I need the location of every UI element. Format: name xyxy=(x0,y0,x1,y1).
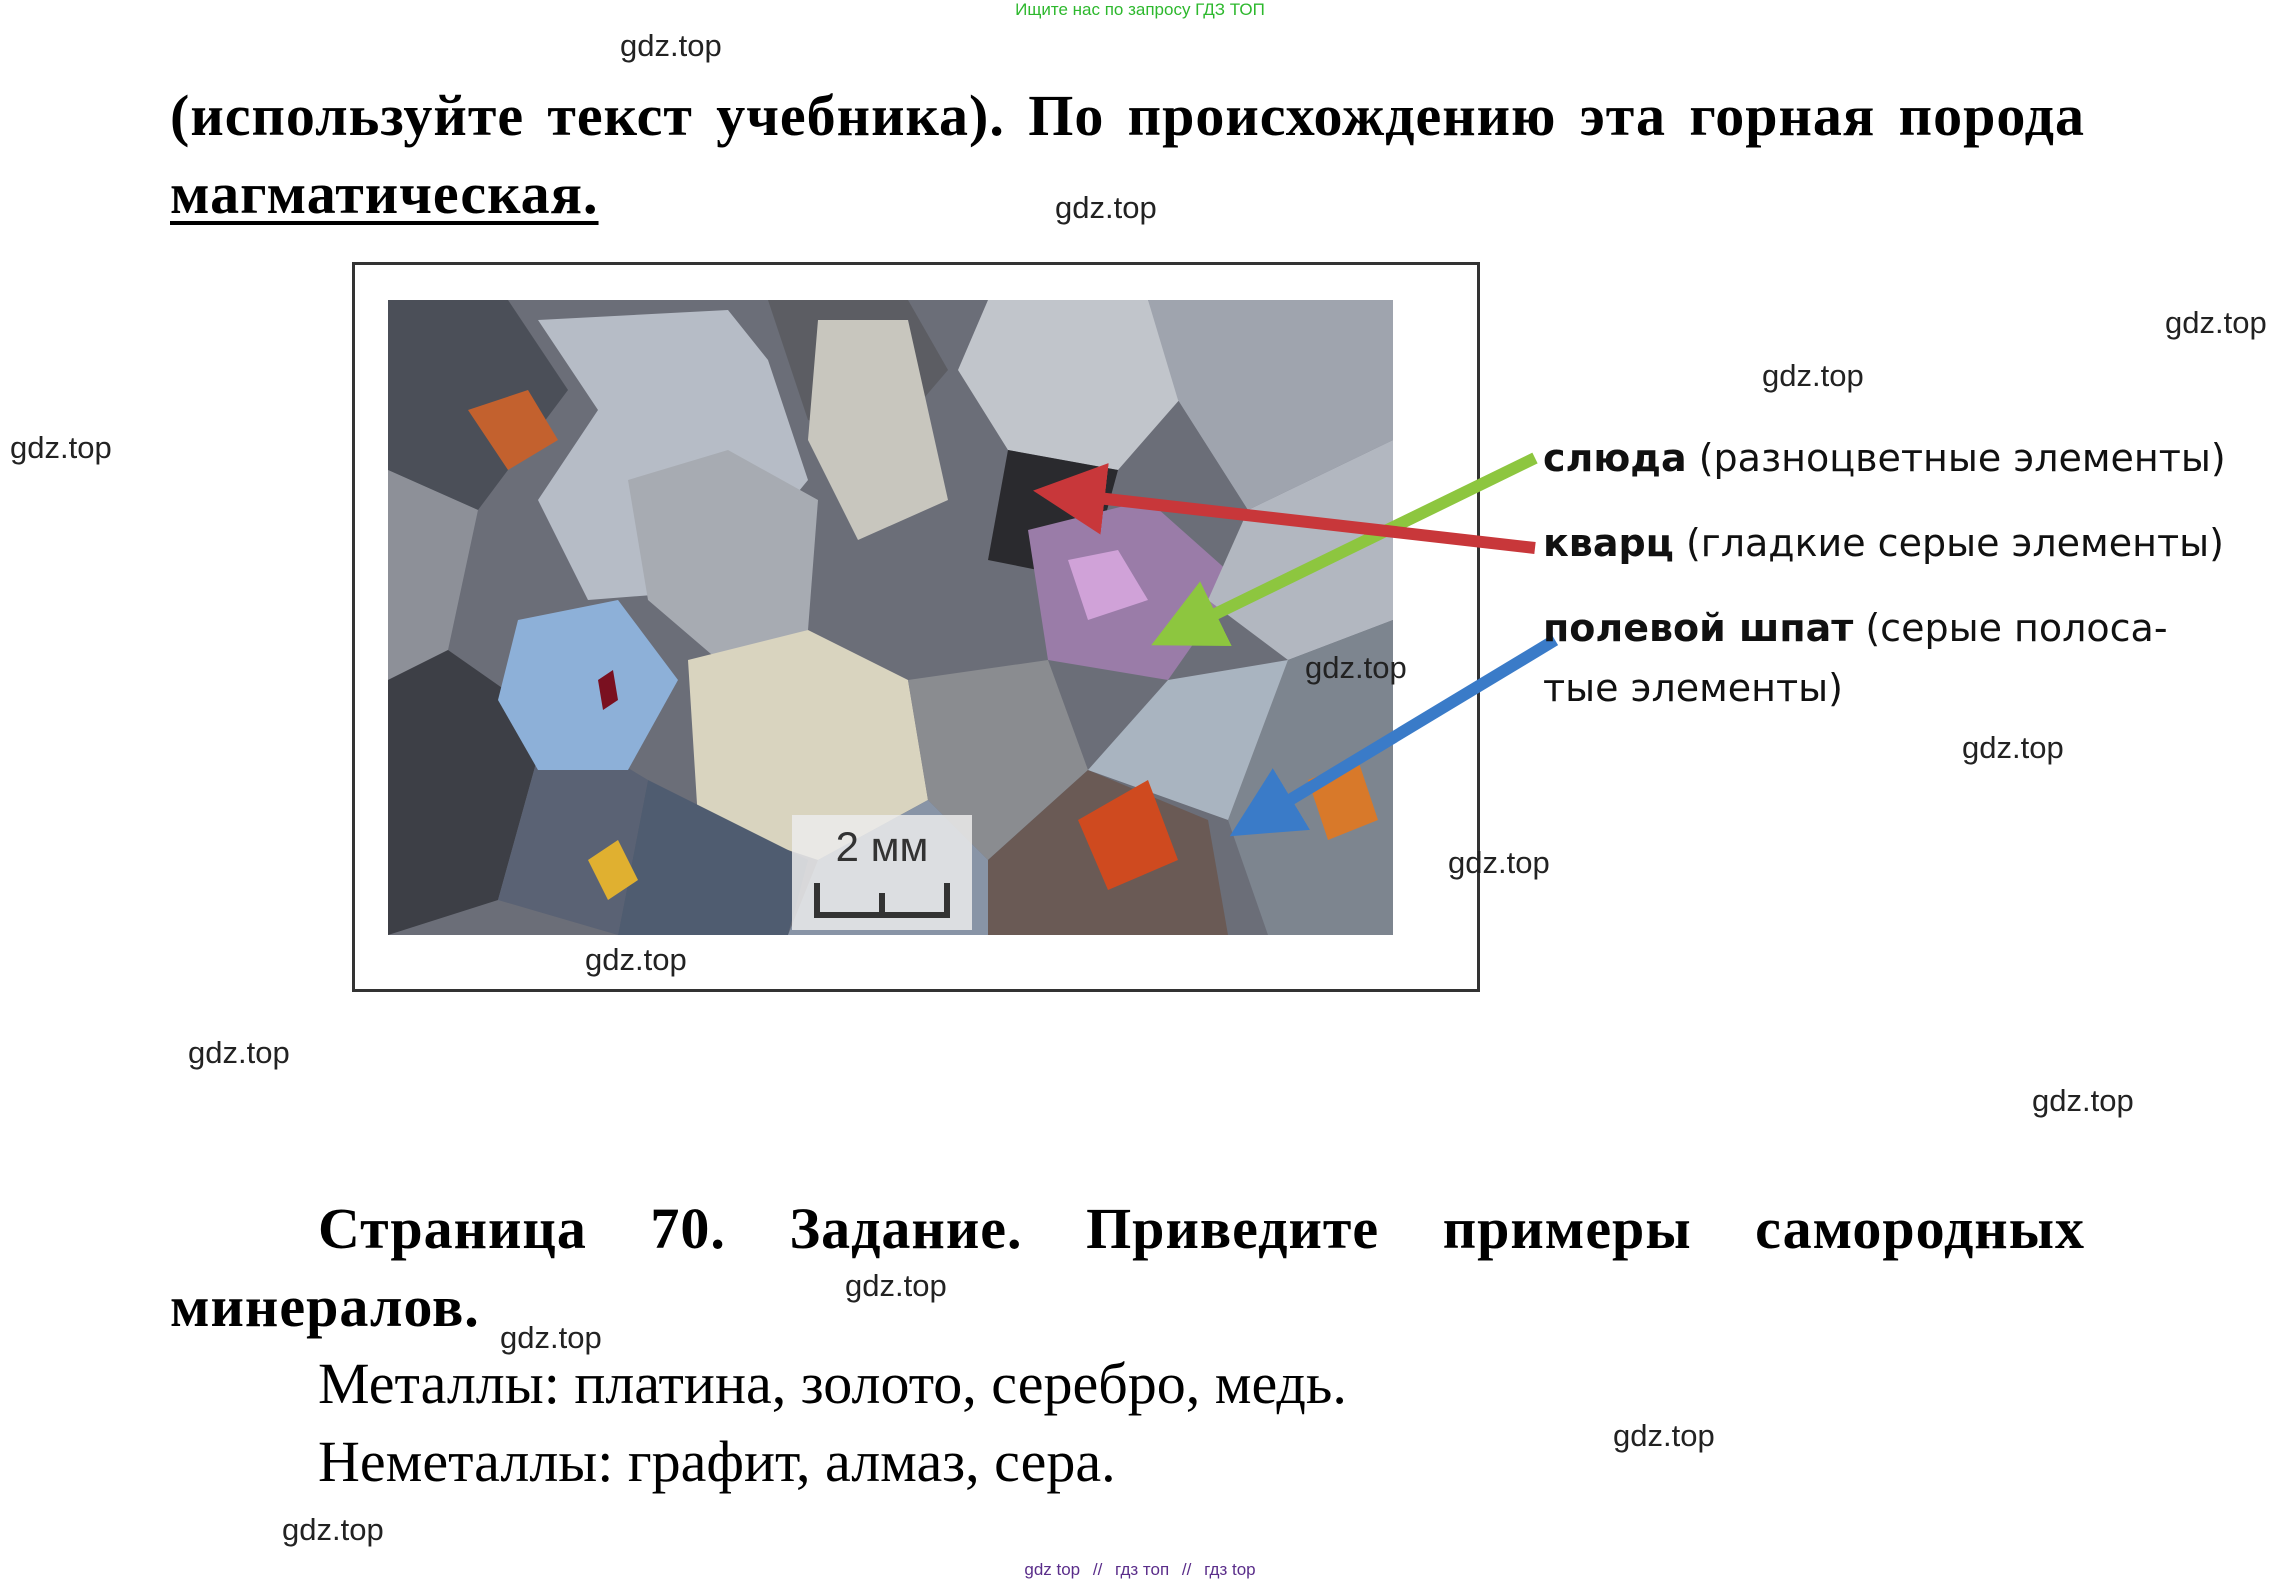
watermark: gdz.top xyxy=(1613,1418,1715,1453)
watermark: gdz.top xyxy=(620,28,722,63)
watermark: gdz.top xyxy=(585,942,687,977)
watermark: gdz.top xyxy=(1448,845,1550,880)
watermark: gdz.top xyxy=(188,1035,290,1070)
link-gdz-top-mixed[interactable]: гдз top xyxy=(1204,1560,1256,1579)
answer-metals: Металлы: платина, золото, серебро, медь. xyxy=(318,1351,1347,1416)
arrow-mica xyxy=(1162,458,1535,640)
watermark: gdz.top xyxy=(282,1512,384,1547)
watermark: gdz.top xyxy=(1762,358,1864,393)
label-mica: слюда (разноцветные элементы) xyxy=(1543,436,2226,480)
watermark: gdz.top xyxy=(500,1320,602,1355)
label-feldspar: полевой шпат (серые полоса- xyxy=(1543,606,2168,650)
top-search-hint[interactable]: Ищите нас по запросу ГДЗ ТОП xyxy=(1015,0,1265,19)
watermark: gdz.top xyxy=(2032,1083,2134,1118)
intro-line-1: (используйте текст учебника). По происхождению эта горная порода xyxy=(170,83,2085,148)
watermark: gdz.top xyxy=(1962,730,2064,765)
link-separator: // xyxy=(1092,1560,1103,1579)
task-line-1: Страница 70. Задание. Приведите примеры самородных xyxy=(318,1196,2085,1261)
label-quartz: кварц (гладкие серые элементы) xyxy=(1543,521,2224,565)
watermark: gdz.top xyxy=(2165,305,2267,340)
watermark: gdz.top xyxy=(845,1268,947,1303)
link-gdz-top-ru[interactable]: гдз топ xyxy=(1115,1560,1170,1579)
scale-label: 2 мм xyxy=(835,823,929,870)
intro-line-2: магматическая. xyxy=(170,161,599,226)
watermark: gdz.top xyxy=(1055,190,1157,225)
watermark: gdz.top xyxy=(1305,650,1407,685)
label-feldspar-cont: тые элементы) xyxy=(1543,666,1843,710)
link-separator: // xyxy=(1181,1560,1192,1579)
bottom-links xyxy=(0,1560,2280,1580)
answer-nonmetals: Неметаллы: графит, алмаз, сера. xyxy=(318,1429,1116,1494)
task-line-2: минералов. xyxy=(170,1274,480,1339)
watermark: gdz.top xyxy=(10,430,112,465)
link-gdz-top[interactable]: gdz top xyxy=(1024,1560,1081,1579)
